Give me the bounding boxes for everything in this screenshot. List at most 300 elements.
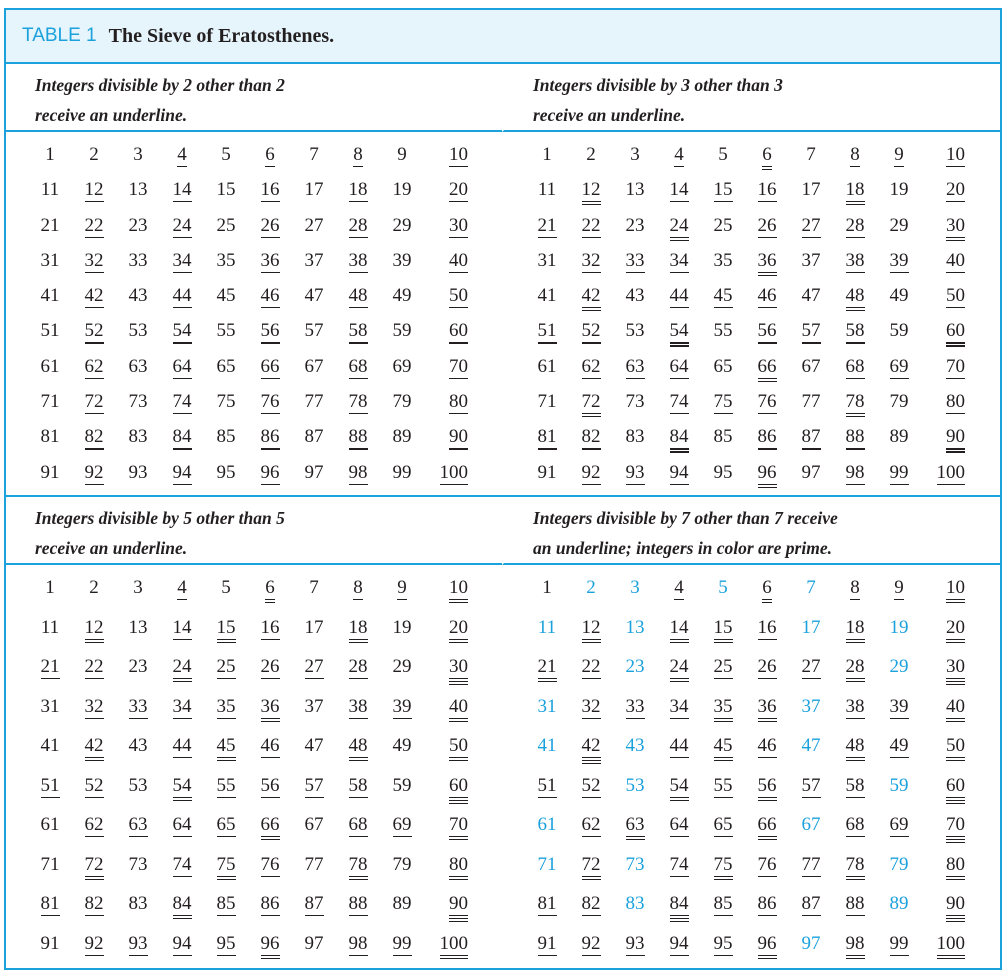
number: 49 <box>890 736 909 756</box>
number: 56 <box>261 776 280 796</box>
number-cell <box>248 426 292 461</box>
number: 80 <box>946 855 965 875</box>
underline-mark <box>217 718 236 719</box>
underline-mark <box>937 958 966 959</box>
number-cell <box>160 577 204 617</box>
number-cell <box>248 285 292 320</box>
number: 58 <box>349 321 368 341</box>
underline-mark <box>173 272 192 273</box>
number-cell <box>525 735 569 775</box>
number-cell <box>525 250 569 285</box>
number: 27 <box>802 216 821 236</box>
underline-mark <box>846 955 865 956</box>
number: 46 <box>261 736 280 756</box>
number-cell <box>569 577 613 617</box>
number: 65 <box>714 815 733 835</box>
number: 78 <box>846 392 865 412</box>
number: 17 <box>304 616 324 638</box>
underline-mark <box>846 958 865 959</box>
number-cell <box>921 356 965 391</box>
number-cell <box>921 854 965 894</box>
underline-mark <box>846 416 865 417</box>
number-cell <box>569 356 613 391</box>
underline-mark <box>349 413 368 414</box>
underline-mark <box>217 876 236 877</box>
number: 6 <box>762 578 772 598</box>
number: 33 <box>128 249 148 271</box>
number-cell <box>248 320 292 355</box>
number-cell <box>292 577 336 617</box>
number-cell <box>701 577 745 617</box>
number-cell <box>72 617 116 657</box>
number-cell <box>248 775 292 815</box>
number-cell <box>424 735 468 775</box>
underline-mark <box>890 718 909 719</box>
number: 31 <box>537 695 557 717</box>
number-cell <box>424 577 468 617</box>
number: 73 <box>128 391 148 413</box>
number: 86 <box>261 894 280 914</box>
number-cell <box>424 391 468 426</box>
number-cell <box>569 179 613 214</box>
number-cell <box>204 285 248 320</box>
underline-mark <box>582 876 601 877</box>
number: 98 <box>846 934 865 954</box>
number-cell <box>160 814 204 854</box>
number-cell <box>204 933 248 973</box>
underline-mark <box>440 955 469 956</box>
number: 36 <box>261 697 280 717</box>
number-cell <box>292 696 336 736</box>
number-cell <box>28 775 72 815</box>
underline-mark <box>217 955 236 956</box>
number: 29 <box>392 656 412 677</box>
number-cell <box>116 356 160 391</box>
number-cell <box>657 814 701 854</box>
number: 57 <box>802 776 821 796</box>
underline-mark <box>449 797 468 798</box>
number: 95 <box>714 934 733 954</box>
number-cell <box>160 391 204 426</box>
underline-mark <box>670 484 689 485</box>
number: 87 <box>304 426 324 448</box>
number-cell <box>877 179 921 214</box>
underline-mark <box>758 307 777 308</box>
number-cell <box>292 775 336 815</box>
number: 26 <box>261 657 280 677</box>
number-cell <box>745 617 789 657</box>
underline-mark <box>846 879 865 880</box>
number: 55 <box>217 776 236 796</box>
number: 26 <box>261 216 280 236</box>
underline-mark <box>582 448 601 449</box>
number: 24 <box>670 657 689 677</box>
number: 72 <box>582 392 601 412</box>
number-cell <box>116 814 160 854</box>
number-cell <box>336 179 380 214</box>
underline-mark <box>85 201 104 202</box>
number: 30 <box>946 216 965 236</box>
number-cell <box>701 250 745 285</box>
number: 63 <box>626 815 645 835</box>
number: 11 <box>40 179 60 201</box>
number-cell <box>569 215 613 250</box>
underline-mark <box>349 915 368 916</box>
underline-mark <box>449 879 468 880</box>
underline-mark <box>85 760 104 761</box>
number: 24 <box>173 657 192 677</box>
number: 35 <box>216 249 236 271</box>
number: 92 <box>85 934 104 954</box>
number-cell <box>657 462 701 497</box>
underline-mark <box>946 721 965 722</box>
number-cell <box>204 696 248 736</box>
number-cell <box>657 250 701 285</box>
number-cell <box>28 144 72 179</box>
number-cell <box>569 735 613 775</box>
number: 58 <box>349 776 368 796</box>
underline-mark <box>846 757 865 758</box>
underline-mark <box>349 272 368 273</box>
number-cell <box>28 735 72 775</box>
number-cell <box>204 617 248 657</box>
underline-mark <box>846 760 865 761</box>
underline-mark <box>758 237 777 238</box>
underline-mark <box>758 915 777 916</box>
number-cell <box>72 215 116 250</box>
panel-caption-5 <box>6 497 502 565</box>
number-cell <box>292 735 336 775</box>
number: 36 <box>758 251 777 271</box>
number-cell <box>380 814 424 854</box>
number: 30 <box>449 216 468 236</box>
underline-mark <box>946 378 965 379</box>
underline-mark <box>946 345 965 346</box>
underline-mark <box>946 201 965 202</box>
number-cell <box>336 933 380 973</box>
underline-mark <box>846 201 865 202</box>
number-cell <box>701 320 745 355</box>
number-cell <box>613 356 657 391</box>
number: 48 <box>349 286 368 306</box>
number-cell <box>204 391 248 426</box>
underline-mark <box>129 955 148 956</box>
underline-mark <box>177 166 187 167</box>
number-cell <box>569 462 613 497</box>
underline-mark <box>670 797 689 798</box>
underline-mark <box>714 760 733 761</box>
underline-mark <box>449 918 468 919</box>
underline-mark <box>946 599 965 600</box>
underline-mark <box>582 201 601 202</box>
number-cell <box>28 320 72 355</box>
number: 88 <box>349 894 368 914</box>
underline-mark <box>305 678 324 679</box>
underline-mark <box>758 876 777 877</box>
number: 65 <box>216 355 236 377</box>
underline-mark <box>846 678 865 679</box>
number-cell <box>877 215 921 250</box>
number-cell <box>292 356 336 391</box>
number-cell <box>160 285 204 320</box>
number-cell <box>292 854 336 894</box>
number: 33 <box>626 697 645 717</box>
underline-mark <box>946 921 965 922</box>
number: 22 <box>85 657 104 677</box>
number: 22 <box>582 657 601 677</box>
underline-mark <box>85 342 104 343</box>
number-cell <box>28 356 72 391</box>
table-label: TABLE 1 <box>22 25 97 46</box>
underline-mark <box>846 639 865 640</box>
number: 7 <box>806 144 816 165</box>
number: 11 <box>537 616 557 638</box>
number: 76 <box>261 392 280 412</box>
number-cell <box>28 696 72 736</box>
underline-mark <box>946 760 965 761</box>
number: 12 <box>85 618 104 638</box>
underline-mark <box>85 448 104 449</box>
number-cell <box>72 893 116 933</box>
number-cell <box>789 179 833 214</box>
underline-mark <box>762 599 772 600</box>
underline-mark <box>538 797 557 798</box>
number-cell <box>204 462 248 497</box>
number-cell <box>72 577 116 617</box>
underline-mark <box>758 342 777 343</box>
number: 67 <box>801 355 821 377</box>
number: 56 <box>261 321 280 341</box>
underline-mark <box>85 413 104 414</box>
underline-mark <box>846 797 865 798</box>
underline-mark <box>449 803 468 804</box>
number: 80 <box>449 392 468 412</box>
underline-mark <box>946 684 965 685</box>
number-cell <box>292 144 336 179</box>
underline-mark <box>449 342 468 343</box>
number-cell <box>745 577 789 617</box>
number-cell <box>613 577 657 617</box>
number: 96 <box>261 463 280 483</box>
underline-mark <box>758 272 777 273</box>
number: 98 <box>349 934 368 954</box>
underline-mark <box>349 836 368 837</box>
number-cell <box>72 854 116 894</box>
number-cell <box>789 215 833 250</box>
number: 49 <box>392 285 412 307</box>
number: 72 <box>582 855 601 875</box>
underline-mark <box>846 307 865 308</box>
underline-mark <box>41 678 60 679</box>
underline-mark <box>626 955 645 956</box>
underline-mark <box>758 201 777 202</box>
number: 100 <box>440 463 469 483</box>
underline-mark <box>173 448 192 449</box>
number-cell <box>424 356 468 391</box>
number-cell <box>204 250 248 285</box>
number: 28 <box>846 216 865 236</box>
number: 50 <box>946 736 965 756</box>
number-cell <box>701 933 745 973</box>
number-cell <box>833 854 877 894</box>
underline-mark <box>946 413 965 414</box>
underline-mark <box>670 800 689 801</box>
underline-mark <box>261 915 280 916</box>
number-cell <box>336 356 380 391</box>
number: 29 <box>889 214 909 236</box>
number-cell <box>745 656 789 696</box>
number-cell <box>380 735 424 775</box>
underline-mark <box>261 201 280 202</box>
number: 35 <box>714 697 733 717</box>
number: 1 <box>542 577 552 598</box>
underline-mark <box>173 718 192 719</box>
number-cell <box>921 617 965 657</box>
number-cell <box>424 893 468 933</box>
number-cell <box>833 144 877 179</box>
underline-mark <box>85 237 104 238</box>
number-cell <box>248 391 292 426</box>
number: 90 <box>449 894 468 914</box>
number: 73 <box>128 853 148 875</box>
number: 91 <box>538 934 557 954</box>
number-cell <box>525 215 569 250</box>
number: 28 <box>846 657 865 677</box>
underline-mark <box>846 915 865 916</box>
underline-mark <box>758 448 777 449</box>
underline-mark <box>173 681 192 682</box>
underline-mark <box>714 718 733 719</box>
number: 73 <box>625 853 645 875</box>
number: 98 <box>846 463 865 483</box>
number-cell <box>745 356 789 391</box>
number-cell <box>833 320 877 355</box>
number: 51 <box>40 320 60 342</box>
number: 38 <box>846 697 865 717</box>
sieve-table <box>4 8 1002 970</box>
number-cell <box>380 577 424 617</box>
number-cell <box>160 735 204 775</box>
number: 68 <box>846 815 865 835</box>
number: 35 <box>713 249 733 271</box>
underline-mark <box>714 836 733 837</box>
underline-mark <box>714 879 733 880</box>
number-cell <box>877 356 921 391</box>
number-cell <box>613 854 657 894</box>
underline-mark <box>582 307 601 308</box>
number: 59 <box>889 774 909 796</box>
number: 28 <box>349 216 368 236</box>
number: 77 <box>802 855 821 875</box>
underline-mark <box>538 681 557 682</box>
number: 97 <box>801 461 821 483</box>
underline-mark <box>946 272 965 273</box>
number-cell <box>204 893 248 933</box>
number-cell <box>292 285 336 320</box>
number-cell <box>877 285 921 320</box>
number: 75 <box>217 855 236 875</box>
number-cell <box>204 144 248 179</box>
number-cell <box>380 696 424 736</box>
number-cell <box>116 426 160 461</box>
number-cell <box>160 320 204 355</box>
number-cell <box>613 285 657 320</box>
number-cell <box>789 696 833 736</box>
number-cell <box>877 577 921 617</box>
underline-mark <box>894 599 904 600</box>
number: 7 <box>309 144 319 165</box>
underline-mark <box>85 879 104 880</box>
number: 71 <box>537 391 557 413</box>
number-cell <box>701 285 745 320</box>
number-cell <box>921 577 965 617</box>
underline-mark <box>449 201 468 202</box>
number: 6 <box>265 145 275 165</box>
panel-caption-2 <box>6 64 502 132</box>
number: 64 <box>173 357 192 377</box>
underline-mark <box>582 760 601 761</box>
number: 9 <box>894 145 904 165</box>
number-cell <box>380 854 424 894</box>
number: 21 <box>538 657 557 677</box>
number: 3 <box>630 577 640 598</box>
caption-line: Integers divisible by 3 other than 3 <box>533 75 783 95</box>
number: 27 <box>802 657 821 677</box>
number: 76 <box>758 392 777 412</box>
number-cell <box>701 854 745 894</box>
number-cell <box>72 426 116 461</box>
number: 73 <box>625 391 645 413</box>
number-cell <box>525 577 569 617</box>
number: 96 <box>758 934 777 954</box>
number: 46 <box>758 736 777 756</box>
number: 70 <box>449 815 468 835</box>
number-cell <box>525 933 569 973</box>
underline-mark <box>85 639 104 640</box>
number-cell <box>921 696 965 736</box>
number: 86 <box>261 427 280 447</box>
number: 8 <box>353 145 363 165</box>
underline-mark <box>261 378 280 379</box>
underline-mark <box>261 836 280 837</box>
number: 44 <box>173 736 192 756</box>
number: 57 <box>304 320 324 342</box>
number-cell <box>336 215 380 250</box>
number-cell <box>613 179 657 214</box>
number-cell <box>569 320 613 355</box>
number: 22 <box>85 216 104 236</box>
underline-mark <box>670 836 689 837</box>
underline-mark <box>846 681 865 682</box>
underline-mark <box>758 639 777 640</box>
number-grid-2 <box>6 132 503 497</box>
number: 13 <box>128 179 148 201</box>
number: 67 <box>304 814 324 835</box>
underline-mark <box>670 378 689 379</box>
number-cell <box>248 144 292 179</box>
number: 49 <box>392 735 412 756</box>
underline-mark <box>449 760 468 761</box>
number: 50 <box>449 286 468 306</box>
number: 83 <box>625 893 645 914</box>
number: 75 <box>216 391 236 413</box>
number-cell <box>657 577 701 617</box>
number-cell <box>424 250 468 285</box>
underline-mark <box>582 342 601 343</box>
number-cell <box>789 356 833 391</box>
number: 91 <box>537 461 557 483</box>
number-cell <box>701 656 745 696</box>
